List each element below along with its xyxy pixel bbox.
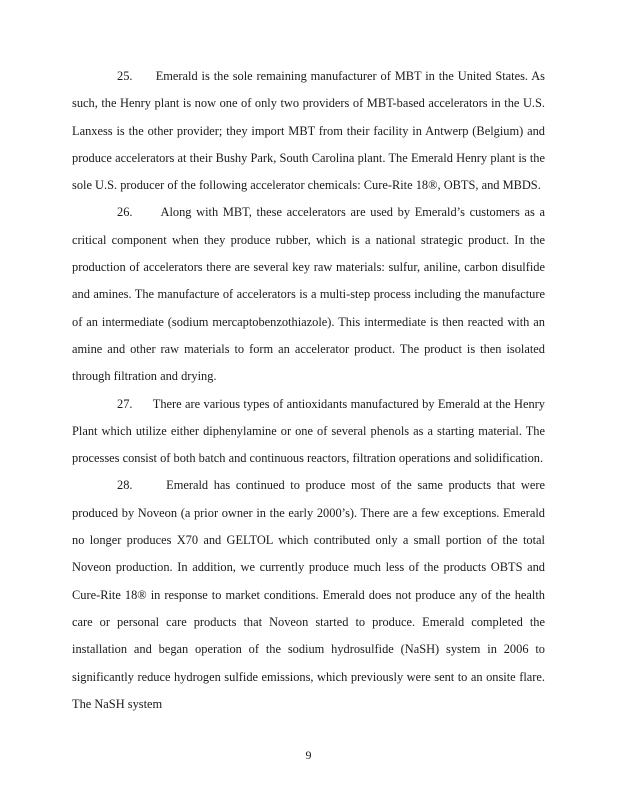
paragraph-text: Emerald is the sole remaining manufacturer of MBT in the United States. As such, the Henry plant is now one of only two providers of MBT-based accelerators in the U.S. Lanxess is the other provider; they import MBT from their facility in Antwerp (Belgium) and produce accelerators at their Bushy Park, South Carolina plant. The Emerald Henry plant is the sole U.S. producer of the following accelerator chemicals: Cure-Rite 18®, OBTS, and MBDS. — [72, 69, 545, 193]
paragraph-number: 26. — [117, 205, 133, 220]
paragraph-28 — [72, 472, 545, 718]
paragraph-25 — [72, 63, 545, 199]
paragraph-number: 25. — [117, 69, 133, 83]
paragraph-text: Emerald has continued to produce most of the same products that were produced by Noveon (a prior owner in the early 2000’s). There are a few exceptions. Emerald no longer produces X70 and GELTOL which contributed only a small portion of the total Noveon production. In addition, we currently produce much less of the products OBTS and Cure-Rite 18® in response to market conditions. Emerald does not produce any of the health care or personal care products that Noveon started to produce. Emerald completed the installation and began operation of the sodium hydrosulfide (NaSH) system in 2006 to significantly reduce hydrogen sulfide emissions, which previously were sent to an onsite flare. The NaSH system — [72, 478, 545, 711]
paragraph-text: Along with MBT, these accelerators are used by Emerald’s customers as a critical component when they produce rubber, which is a national strategic product. In the production of accelerators there are several key raw materials: sulfur, aniline, carbon disulfide and amines. The manufacture of accelerators is a multi-step process including the manufacture of an intermediate (sodium mercaptobenzothiazole). This intermediate is then reacted with an amine and other raw materials to form an accelerator product. The product is then isolated through filtration and drying. — [72, 205, 545, 384]
paragraph-26 — [72, 199, 545, 390]
paragraph-number: 27. — [117, 396, 133, 411]
paragraph-27 — [72, 391, 545, 473]
paragraph-number: 28. — [117, 478, 133, 493]
page-number: 9 — [305, 748, 312, 762]
document-body — [72, 63, 545, 718]
paragraph-text: There are various types of antioxidants manufactured by Emerald at the Henry Plant which utilize either diphenylamine or one of several phenols as a starting material. The processes consist of both batch and continuous reactors, filtration operations and solidification. — [72, 396, 545, 466]
